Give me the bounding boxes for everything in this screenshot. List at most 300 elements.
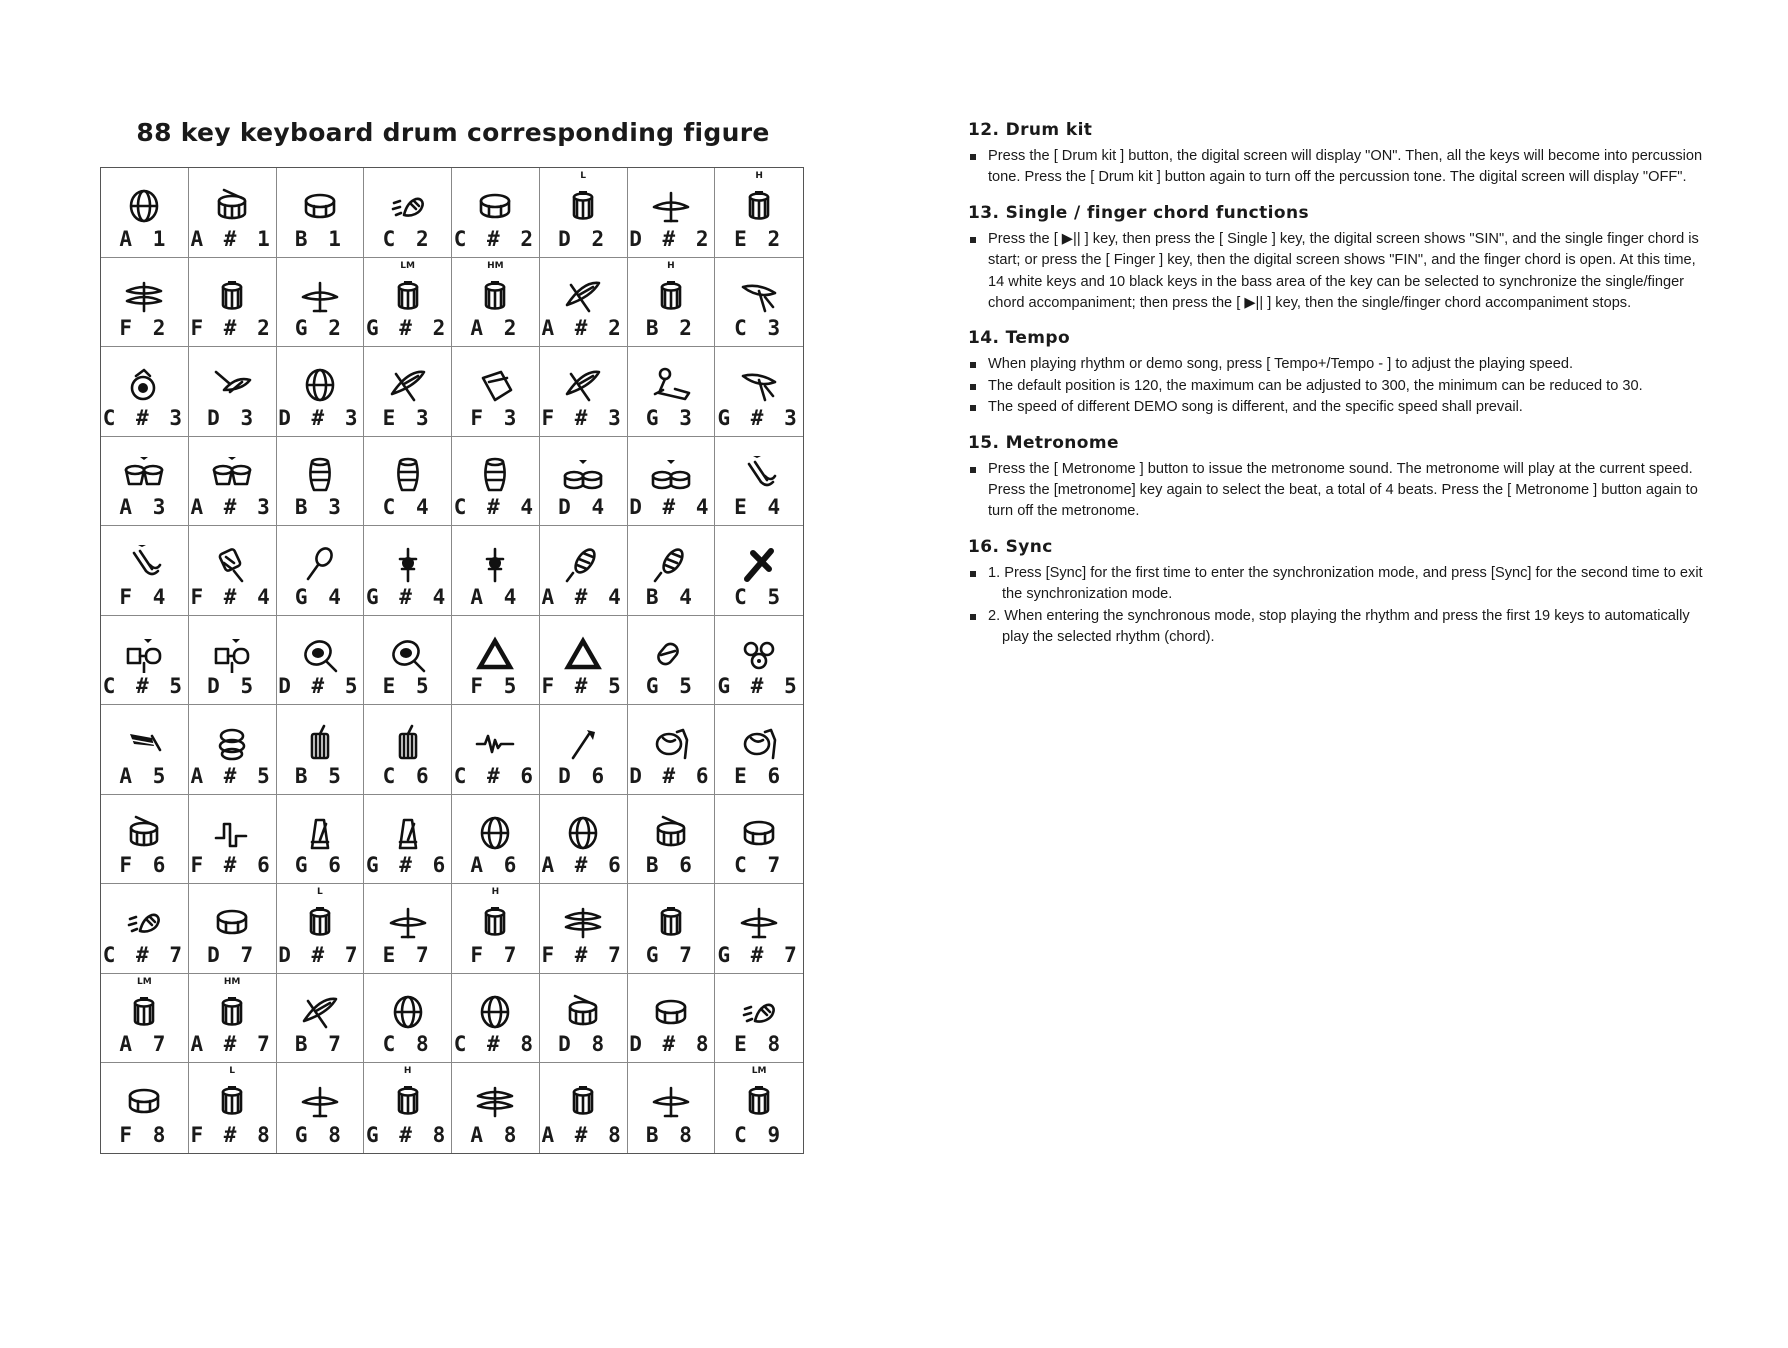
drum-cell bbox=[628, 974, 716, 1064]
drum-cell bbox=[189, 884, 277, 974]
whistle-icon bbox=[387, 544, 429, 584]
pitch-tag: H bbox=[755, 171, 763, 181]
drum-cell bbox=[452, 884, 540, 974]
key-note-label: B 6 bbox=[645, 853, 696, 877]
drum-cell bbox=[277, 258, 365, 348]
key-note-label: C # 8 bbox=[453, 1032, 537, 1056]
open-hihat-icon bbox=[123, 276, 165, 316]
tom-icon bbox=[562, 1081, 604, 1121]
key-note-label: G 7 bbox=[645, 942, 696, 967]
pitch-tag bbox=[364, 171, 451, 182]
drum-cell bbox=[452, 437, 540, 527]
key-note-label: D # 2 bbox=[629, 226, 713, 251]
hihat-icon bbox=[738, 902, 780, 942]
drum-cell bbox=[364, 795, 452, 885]
bullet-item: 2. When entering the synchronous mode, stop playing the rhythm and press the first 19 keys to automatically play the selected rhythm (chord). bbox=[968, 606, 1708, 649]
surdo-icon bbox=[299, 723, 341, 763]
drum-cell bbox=[715, 616, 803, 706]
cuica-icon bbox=[387, 634, 429, 674]
drum-cell bbox=[715, 347, 803, 437]
tom-icon bbox=[387, 1081, 429, 1121]
key-note-label: E 4 bbox=[734, 495, 785, 519]
pitch-tag bbox=[364, 708, 451, 719]
drum-cell bbox=[101, 974, 189, 1064]
pitch-tag bbox=[540, 261, 627, 272]
pitch-tag bbox=[452, 1066, 539, 1077]
drum-cell bbox=[101, 168, 189, 258]
key-note-label: D 2 bbox=[558, 226, 609, 251]
pitch-tag bbox=[277, 708, 364, 719]
pitch-tag bbox=[101, 619, 188, 630]
section-title: 13. Single / finger chord functions bbox=[968, 202, 1309, 223]
key-note-label: A # 6 bbox=[541, 853, 625, 877]
ride-cymbal-icon bbox=[738, 276, 780, 316]
pitch-tag bbox=[628, 887, 715, 898]
key-note-label: A # 8 bbox=[541, 1122, 625, 1147]
snare-icon bbox=[123, 186, 165, 226]
drum-cell bbox=[715, 526, 803, 616]
drum-cell bbox=[277, 1063, 365, 1153]
maracas-icon bbox=[299, 544, 341, 584]
key-note-label: B 1 bbox=[294, 226, 345, 251]
key-note-label: F 7 bbox=[470, 942, 521, 967]
bullet-item: Press the [ ▶|| ] key, then press the [ Single ] key, the digital screen shows "SIN", and the single finger chord is start; or press the [ Finger ] key, then the digital screen shows "FIN", and the finger chord is open. At this time, 14 white keys and 10 black keys in the bass area of the key can be selected to synchronize the single/finger chord accompaniment; then press the [ ▶|| ] key, then the single/finger chord accompaniment stops. bbox=[968, 229, 1708, 315]
hihat-icon bbox=[387, 902, 429, 942]
drum-cell bbox=[715, 974, 803, 1064]
key-note-label: E 6 bbox=[734, 763, 785, 788]
drum-cell bbox=[277, 795, 365, 885]
drum-cell bbox=[452, 616, 540, 706]
drum-cell bbox=[189, 168, 277, 258]
pitch-tag bbox=[628, 529, 715, 540]
key-note-label: D # 3 bbox=[278, 405, 362, 430]
key-note-label: D 3 bbox=[207, 405, 258, 430]
key-note-label: C 5 bbox=[734, 584, 785, 609]
brush-drum-icon bbox=[650, 723, 692, 763]
drum-cell bbox=[540, 168, 628, 258]
pitch-tag bbox=[540, 887, 627, 898]
pitch-tag bbox=[715, 529, 803, 540]
key-note-label: A 6 bbox=[470, 853, 521, 877]
pitch-tag bbox=[628, 977, 715, 988]
tom-icon bbox=[474, 276, 516, 316]
triangle-icon bbox=[474, 634, 516, 674]
key-note-label: D 6 bbox=[558, 763, 609, 788]
drum-cell bbox=[364, 974, 452, 1064]
drum-cell bbox=[364, 437, 452, 527]
bass-drum-icon bbox=[738, 813, 780, 853]
bass-drum-icon bbox=[211, 902, 253, 942]
pitch-tag: H bbox=[667, 260, 675, 271]
drum-cell bbox=[452, 168, 540, 258]
wood-block-icon bbox=[123, 634, 165, 674]
drum-cell bbox=[277, 526, 365, 616]
snare-icon bbox=[562, 813, 604, 853]
instruction-section bbox=[968, 120, 1708, 189]
jingle-bell-icon bbox=[738, 634, 780, 674]
key-note-label: B 3 bbox=[294, 495, 345, 519]
metronome-icon bbox=[387, 813, 429, 853]
drum-cell bbox=[628, 437, 716, 527]
pitch-tag bbox=[277, 350, 364, 361]
hand-clap-icon bbox=[738, 992, 780, 1032]
pitch-tag: HM bbox=[487, 260, 504, 271]
bass-drum-icon bbox=[123, 1081, 165, 1121]
pitch-tag bbox=[189, 887, 276, 898]
key-note-label: A 8 bbox=[470, 1122, 521, 1147]
key-note-label: F # 6 bbox=[190, 853, 274, 877]
pitch-tag bbox=[364, 977, 451, 988]
key-note-label: G 5 bbox=[645, 674, 696, 698]
pitch-tag bbox=[101, 708, 188, 719]
key-note-label: A # 1 bbox=[190, 226, 274, 251]
key-note-label: F 5 bbox=[470, 674, 521, 698]
tom-icon bbox=[211, 1081, 253, 1121]
pitch-tag bbox=[628, 350, 715, 361]
key-note-label: B 7 bbox=[294, 1032, 345, 1056]
bullet-item: Press the [ Metronome ] button to issue the metronome sound. The metronome will play at the current speed. Press the [metronome] key again to select the beat, a total of 4 beats. Press the [ Metronome ] button again to turn off the metronome. bbox=[968, 459, 1708, 523]
key-note-label: C 3 bbox=[734, 316, 785, 340]
key-note-label: F 6 bbox=[119, 853, 170, 877]
guiro-icon bbox=[650, 544, 692, 584]
key-note-label: F # 2 bbox=[190, 316, 274, 340]
key-note-label: G 4 bbox=[294, 584, 345, 609]
drum-cell bbox=[277, 437, 365, 527]
guiro-icon bbox=[562, 544, 604, 584]
bongo-icon bbox=[211, 455, 253, 495]
key-note-label: E 7 bbox=[382, 942, 433, 967]
key-note-label: C 2 bbox=[382, 226, 433, 251]
shaker-icon bbox=[650, 634, 692, 674]
drum-cell bbox=[101, 526, 189, 616]
instruction-section bbox=[968, 433, 1708, 523]
drum-cell bbox=[364, 347, 452, 437]
drum-cell bbox=[628, 258, 716, 348]
pitch-tag bbox=[540, 798, 627, 809]
drum-cell bbox=[277, 705, 365, 795]
key-note-label: F # 4 bbox=[190, 584, 274, 609]
pitch-tag bbox=[101, 440, 188, 451]
pitch-tag bbox=[189, 529, 276, 540]
drum-cell bbox=[277, 974, 365, 1064]
key-note-label: C 8 bbox=[382, 1032, 433, 1056]
pitch-tag: LM bbox=[137, 976, 152, 987]
brush-drum-icon bbox=[738, 723, 780, 763]
hihat-icon bbox=[299, 1081, 341, 1121]
bullet-item: Press the [ Drum kit ] button, the digital screen will display "ON". Then, all the keys will become into percussion tone. Press the [ Drum kit ] button again to turn off the percussion tone. The digital screen will display "OFF". bbox=[968, 146, 1708, 189]
drum-cell bbox=[715, 258, 803, 348]
key-note-label: D # 7 bbox=[278, 942, 362, 967]
key-note-label: C 6 bbox=[382, 763, 433, 788]
open-hihat-icon bbox=[562, 902, 604, 942]
drum-cell bbox=[540, 705, 628, 795]
tom-icon bbox=[211, 276, 253, 316]
pitch-tag bbox=[715, 261, 803, 272]
drum-cell bbox=[189, 526, 277, 616]
pitch-tag bbox=[101, 1066, 188, 1077]
crash-cymbal-icon bbox=[562, 365, 604, 405]
tom-icon bbox=[738, 186, 780, 226]
bullet-item: The speed of different DEMO song is different, and the specific speed shall prevail. bbox=[968, 397, 1708, 418]
drum-sticks-icon bbox=[123, 813, 165, 853]
vibraslap-icon bbox=[650, 365, 692, 405]
pitch-tag bbox=[540, 977, 627, 988]
key-note-label: E 2 bbox=[734, 226, 785, 251]
drum-cell bbox=[364, 1063, 452, 1153]
pitch-tag bbox=[540, 1066, 627, 1077]
drum-figure-title: 88 key keyboard drum corresponding figure bbox=[136, 118, 770, 147]
bass-drum-icon bbox=[474, 186, 516, 226]
drum-cell bbox=[277, 616, 365, 706]
key-note-label: G 6 bbox=[294, 853, 345, 877]
agogo-icon bbox=[738, 455, 780, 495]
drum-cell bbox=[540, 1063, 628, 1153]
bullet-item: The default position is 120, the maximum can be adjusted to 300, the minimum can be reduced to 30. bbox=[968, 376, 1708, 397]
pitch-tag bbox=[452, 977, 539, 988]
snare-icon bbox=[387, 992, 429, 1032]
pitch-tag bbox=[101, 350, 188, 361]
drum-cell bbox=[189, 347, 277, 437]
section-title: 12. Drum kit bbox=[968, 120, 1093, 140]
pitch-tag bbox=[715, 798, 803, 809]
drum-cell bbox=[540, 526, 628, 616]
key-note-label: A 3 bbox=[119, 495, 170, 519]
crash-cymbal-icon bbox=[562, 276, 604, 316]
pitch-tag bbox=[189, 171, 276, 182]
pitch-tag: L bbox=[229, 1066, 235, 1076]
wave-icon bbox=[474, 723, 516, 763]
drum-figure-page bbox=[100, 118, 806, 1154]
key-note-label: A # 5 bbox=[190, 763, 274, 788]
key-note-label: E 8 bbox=[734, 1032, 785, 1056]
pitch-tag bbox=[277, 171, 364, 182]
metronome-icon bbox=[299, 813, 341, 853]
drum-cell bbox=[101, 616, 189, 706]
pitch-tag: HM bbox=[223, 976, 241, 987]
key-note-label: C # 3 bbox=[102, 405, 186, 430]
surdo-icon bbox=[387, 723, 429, 763]
pitch-tag: H bbox=[403, 1066, 412, 1076]
key-note-label: F # 3 bbox=[541, 405, 625, 430]
pitch-tag bbox=[452, 708, 539, 719]
drum-cell bbox=[452, 795, 540, 885]
pitch-tag bbox=[452, 529, 539, 540]
pitch-tag bbox=[189, 350, 276, 361]
key-note-label: A 2 bbox=[470, 316, 521, 340]
key-note-label: F 3 bbox=[470, 405, 521, 430]
pitch-tag bbox=[101, 261, 188, 272]
key-note-label: E 3 bbox=[382, 405, 433, 430]
section-title: 14. Tempo bbox=[968, 328, 1071, 349]
drum-cell bbox=[715, 795, 803, 885]
pitch-tag bbox=[452, 440, 539, 451]
drum-cell bbox=[101, 795, 189, 885]
key-note-label: G 8 bbox=[294, 1122, 345, 1147]
pitch-tag bbox=[452, 619, 539, 630]
pitch-tag bbox=[715, 619, 803, 630]
key-note-label: D 4 bbox=[558, 495, 609, 519]
pitch-tag bbox=[189, 798, 276, 809]
drum-cell bbox=[715, 168, 803, 258]
pitch-tag bbox=[101, 798, 188, 809]
cuica-icon bbox=[299, 634, 341, 674]
drum-cell bbox=[189, 795, 277, 885]
drum-cell bbox=[189, 437, 277, 527]
tom-icon bbox=[738, 1081, 780, 1121]
cabasa-icon bbox=[211, 544, 253, 584]
key-note-label: E 5 bbox=[382, 674, 433, 698]
key-note-label: C 4 bbox=[382, 495, 433, 519]
section-title: 16. Sync bbox=[968, 536, 1053, 557]
drum-sticks-icon bbox=[650, 813, 692, 853]
key-note-label: B 5 bbox=[294, 763, 345, 788]
drum-cell bbox=[628, 347, 716, 437]
key-note-label: F # 5 bbox=[541, 674, 625, 698]
key-note-label: D # 4 bbox=[629, 495, 713, 519]
drum-cell bbox=[628, 168, 716, 258]
drum-cell bbox=[540, 795, 628, 885]
pitch-tag bbox=[628, 619, 715, 630]
key-note-label: G 2 bbox=[294, 316, 345, 340]
key-note-label: F 4 bbox=[119, 584, 170, 609]
pitch-tag bbox=[628, 440, 715, 451]
key-note-label: F # 8 bbox=[190, 1122, 274, 1147]
bullet-item: When playing rhythm or demo song, press [ Tempo+/Tempo - ] to adjust the playing speed. bbox=[968, 354, 1708, 375]
key-note-label: A 1 bbox=[119, 226, 170, 251]
drum-sticks-icon bbox=[562, 992, 604, 1032]
pitch-tag bbox=[364, 440, 451, 451]
key-note-label: G # 7 bbox=[717, 942, 801, 967]
drum-cell bbox=[452, 526, 540, 616]
hihat-icon bbox=[650, 186, 692, 226]
key-note-label: A # 4 bbox=[541, 584, 625, 609]
drum-cell bbox=[189, 705, 277, 795]
drum-cell bbox=[189, 258, 277, 348]
key-note-label: A 5 bbox=[119, 763, 170, 788]
key-note-label: A # 7 bbox=[190, 1032, 274, 1056]
tom-icon bbox=[387, 276, 429, 316]
tom-icon bbox=[299, 902, 341, 942]
pitch-tag bbox=[101, 171, 188, 182]
pitch-tag bbox=[364, 350, 451, 361]
pitch-tag bbox=[452, 171, 539, 182]
drum-cell bbox=[277, 347, 365, 437]
instruction-section bbox=[968, 328, 1708, 418]
drum-sticks-icon bbox=[211, 186, 253, 226]
pitch-tag bbox=[189, 261, 276, 272]
key-note-label: C # 6 bbox=[453, 763, 537, 788]
drum-cell bbox=[101, 437, 189, 527]
drum-cell bbox=[277, 884, 365, 974]
instruction-section bbox=[968, 203, 1708, 315]
drum-cell bbox=[628, 526, 716, 616]
key-note-label: G # 8 bbox=[366, 1122, 450, 1147]
pitch-tag bbox=[540, 529, 627, 540]
section-title: 15. Metronome bbox=[968, 432, 1119, 453]
open-hihat-icon bbox=[474, 1081, 516, 1121]
snare-icon bbox=[299, 365, 341, 405]
tambourine-icon bbox=[123, 365, 165, 405]
drum-cell bbox=[715, 884, 803, 974]
key-note-label: C # 5 bbox=[102, 674, 186, 698]
pitch-tag: LM bbox=[400, 260, 415, 271]
tom-icon bbox=[474, 902, 516, 942]
drum-cell bbox=[101, 884, 189, 974]
key-note-label: B 8 bbox=[645, 1122, 696, 1147]
drum-cell bbox=[101, 1063, 189, 1153]
pitch-tag bbox=[364, 619, 451, 630]
pitch-tag bbox=[189, 619, 276, 630]
pitch-tag bbox=[189, 708, 276, 719]
splash-cymbal-icon bbox=[211, 365, 253, 405]
drum-cell bbox=[540, 974, 628, 1064]
pitch-tag bbox=[628, 1066, 715, 1077]
drum-cell bbox=[715, 705, 803, 795]
hand-clap-icon bbox=[387, 186, 429, 226]
wood-block-icon bbox=[211, 634, 253, 674]
conga-icon bbox=[299, 455, 341, 495]
drum-cell bbox=[540, 884, 628, 974]
pitch-tag bbox=[715, 977, 803, 988]
key-note-label: C 7 bbox=[734, 853, 785, 877]
drum-cell bbox=[628, 1063, 716, 1153]
drum-cell bbox=[628, 884, 716, 974]
key-note-label: F # 7 bbox=[541, 942, 625, 967]
tom-icon bbox=[562, 186, 604, 226]
whistle-icon bbox=[474, 544, 516, 584]
instruction-section bbox=[968, 537, 1708, 649]
pitch-tag bbox=[277, 619, 364, 630]
key-note-label: D 8 bbox=[558, 1032, 609, 1056]
drum-cell bbox=[101, 258, 189, 348]
bass-drum-icon bbox=[650, 992, 692, 1032]
drum-cell bbox=[540, 437, 628, 527]
key-note-label: F 2 bbox=[119, 316, 170, 340]
drum-cell bbox=[364, 884, 452, 974]
agogo-icon bbox=[123, 544, 165, 584]
key-note-label: G # 2 bbox=[366, 316, 450, 340]
ride-cymbal-icon bbox=[738, 365, 780, 405]
hihat-icon bbox=[650, 1081, 692, 1121]
pitch-tag bbox=[101, 887, 188, 898]
hand-clap-icon bbox=[123, 902, 165, 942]
pitch-tag bbox=[715, 708, 803, 719]
cowbell-icon bbox=[474, 365, 516, 405]
pitch-tag bbox=[715, 350, 803, 361]
key-note-label: B 2 bbox=[645, 316, 696, 340]
triangle-icon bbox=[562, 634, 604, 674]
pitch-tag bbox=[277, 261, 364, 272]
drum-key-grid bbox=[100, 167, 804, 1154]
drum-cell bbox=[452, 347, 540, 437]
pitch-tag: L bbox=[580, 171, 586, 181]
snare-icon bbox=[474, 992, 516, 1032]
drum-cell bbox=[101, 705, 189, 795]
drum-cell bbox=[364, 616, 452, 706]
key-note-label: C # 2 bbox=[453, 226, 537, 251]
pitch-tag bbox=[364, 887, 451, 898]
pitch-tag bbox=[277, 977, 364, 988]
timbale-icon bbox=[650, 455, 692, 495]
claves-icon bbox=[738, 544, 780, 584]
drum-cell bbox=[101, 347, 189, 437]
bass-drum-icon bbox=[299, 186, 341, 226]
key-note-label: F 8 bbox=[119, 1122, 170, 1147]
drum-cell bbox=[452, 974, 540, 1064]
pitch-tag bbox=[540, 708, 627, 719]
bongo-icon bbox=[123, 455, 165, 495]
key-note-label: B 4 bbox=[645, 584, 696, 609]
